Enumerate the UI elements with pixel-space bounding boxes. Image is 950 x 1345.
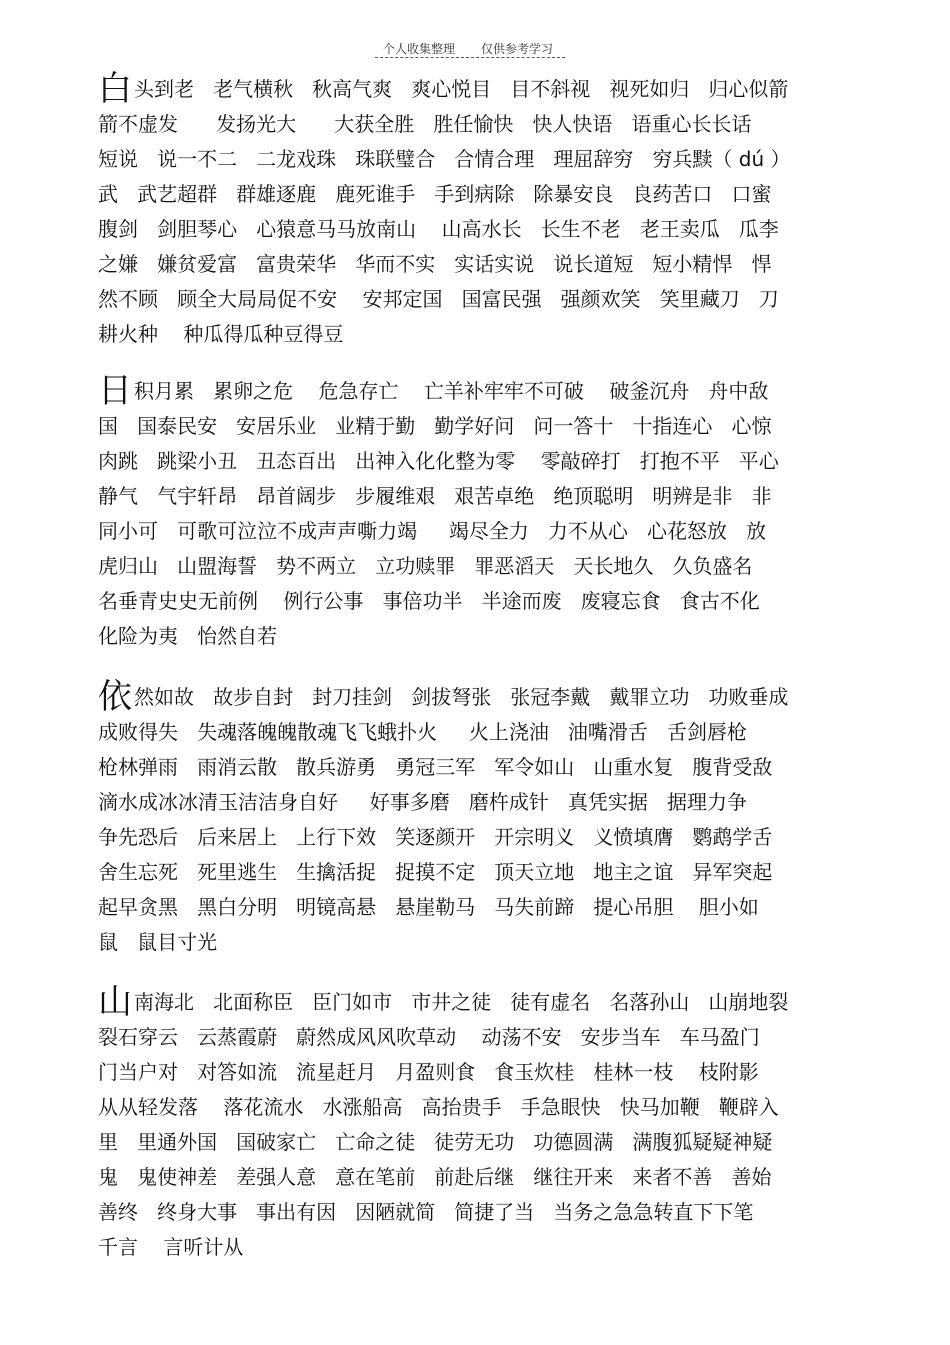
text-line: 化险为夷 怡然自若 bbox=[98, 624, 278, 648]
text-line: 滴水成冰冰清玉洁洁身自好 好事多磨 磨杵成针 真凭实据 据理力争 bbox=[98, 790, 748, 814]
text-line: 武 武艺超群 群雄逐鹿 鹿死谁手 手到病除 除暴安良 良药苦口 口蜜 bbox=[98, 182, 772, 206]
line-text: 头到老 老气横秋 秋高气爽 爽心悦目 目不斜视 视死如归 归心似箭 bbox=[134, 77, 789, 101]
section-lead-char: 依 bbox=[98, 677, 132, 717]
text-line bbox=[98, 982, 858, 1022]
text-line: 国 国泰民安 安居乐业 业精于勤 勤学好问 问一答十 十指连心 心惊 bbox=[98, 414, 772, 438]
header-left-text: 个人收集整理 bbox=[383, 42, 456, 56]
idiom-chain-section-shan bbox=[98, 982, 858, 1265]
text-line: 鼠 鼠目寸光 bbox=[98, 930, 218, 954]
text-line bbox=[98, 69, 858, 109]
header-underline bbox=[375, 57, 565, 58]
text-line: 肉跳 跳梁小丑 丑态百出 出神入化化整为零 零敲碎打 打抱不平 平心 bbox=[98, 449, 779, 473]
text-line: 名垂青史史无前例 例行公事 事倍功半 半途而废 废寝忘食 食古不化 bbox=[98, 589, 760, 613]
section-lead-char: 山 bbox=[98, 982, 132, 1022]
text-line: 从从轻发落 落花流水 水涨船高 高抬贵手 手急眼快 快马加鞭 鞭辟入 bbox=[98, 1095, 779, 1119]
text-line: 箭不虚发 发扬光大 大获全胜 胜任愉快 快人快语 语重心长长话 bbox=[98, 112, 752, 136]
header-right-text: 仅供参考学习 bbox=[481, 42, 554, 56]
text-line: 成败得失 失魂落魄魄散魂飞飞蛾扑火 火上浇油 油嘴滑舌 舌剑唇枪 bbox=[98, 720, 748, 744]
text-line: 然不顾 顾全大局局促不安 安邦定国 国富民强 强颜欢笑 笑里藏刀 刀 bbox=[98, 287, 779, 311]
text-line: 虎归山 山盟海誓 势不两立 立功赎罪 罪恶滔天 天长地久 久负盛名 bbox=[98, 554, 753, 578]
text-line: 腹剑 剑胆琴心 心猿意马马放南山 山高水长 长生不老 老王卖瓜 瓜李 bbox=[98, 217, 779, 241]
text-line: 静气 气宇轩昂 昂首阔步 步履维艰 艰苦卓绝 绝顶聪明 明辨是非 非 bbox=[98, 484, 772, 508]
text-line: 同小可 可歌可泣泣不成声声嘶力竭 竭尽全力 力不从心 心花怒放 放 bbox=[98, 519, 767, 543]
text-line: 里 里通外国 国破家亡 亡命之徒 徒劳无功 功德圆满 满腹狐疑疑神疑 bbox=[98, 1130, 773, 1154]
text-line: 短说 说一不二 二龙戏珠 珠联璧合 合情合理 理屈辞穷 穷兵黩（ dú ） bbox=[98, 147, 791, 171]
text-line: 争先恐后 后来居上 上行下效 笑逐颜开 开宗明义 义愤填膺 鹦鹉学舌 bbox=[98, 825, 773, 849]
text-line: 之嫌 嫌贫爱富 富贵荣华 华而不实 实话实说 说长道短 短小精悍 悍 bbox=[98, 252, 772, 276]
idiom-chain-section-bai bbox=[98, 69, 858, 352]
idiom-chain-section-ri bbox=[98, 371, 858, 654]
text-line: 善终 终身大事 事出有因 因陋就简 简捷了当 当务之急急转直下下笔 bbox=[98, 1200, 754, 1224]
section-lead-char: 白 bbox=[98, 69, 132, 109]
text-line: 门当户对 对答如流 流星赶月 月盈则食 食玉炊桂 桂林一枝 枝附影 bbox=[98, 1060, 759, 1084]
text-line: 枪林弹雨 雨消云散 散兵游勇 勇冠三军 军令如山 山重水复 腹背受敌 bbox=[98, 755, 773, 779]
text-line: 耕火种 种瓜得瓜种豆得豆 bbox=[98, 322, 344, 346]
section-lead-char: 日 bbox=[98, 371, 132, 411]
text-line: 鬼 鬼使神差 差强人意 意在笔前 前赴后继 继往开来 来者不善 善始 bbox=[98, 1165, 772, 1189]
text-line bbox=[98, 677, 858, 717]
line-text: 然如故 故步自封 封刀挂剑 剑拔弩张 张冠李戴 戴罪立功 功败垂成 bbox=[134, 685, 789, 709]
text-line: 千言 言听计从 bbox=[98, 1235, 244, 1259]
line-text: 南海北 北面称臣 臣门如市 市井之徒 徒有虚名 名落孙山 山崩地裂 bbox=[134, 990, 789, 1014]
idiom-chain-section-yi bbox=[98, 677, 858, 960]
text-line: 裂石穿云 云蒸霞蔚 蔚然成风风吹草动 动荡不安 安步当车 车马盈门 bbox=[98, 1025, 760, 1049]
text-line bbox=[98, 371, 858, 411]
text-line: 舍生忘死 死里逃生 生擒活捉 捉摸不定 顶天立地 地主之谊 异军突起 bbox=[98, 860, 773, 884]
text-line: 起早贪黑 黑白分明 明镜高悬 悬崖勒马 马失前蹄 提心吊胆 胆小如 bbox=[98, 895, 759, 919]
page-header bbox=[375, 40, 575, 60]
line-text: 积月累 累卵之危 危急存亡 亡羊补牢牢不可破 破釜沉舟 舟中敌 bbox=[134, 379, 769, 403]
